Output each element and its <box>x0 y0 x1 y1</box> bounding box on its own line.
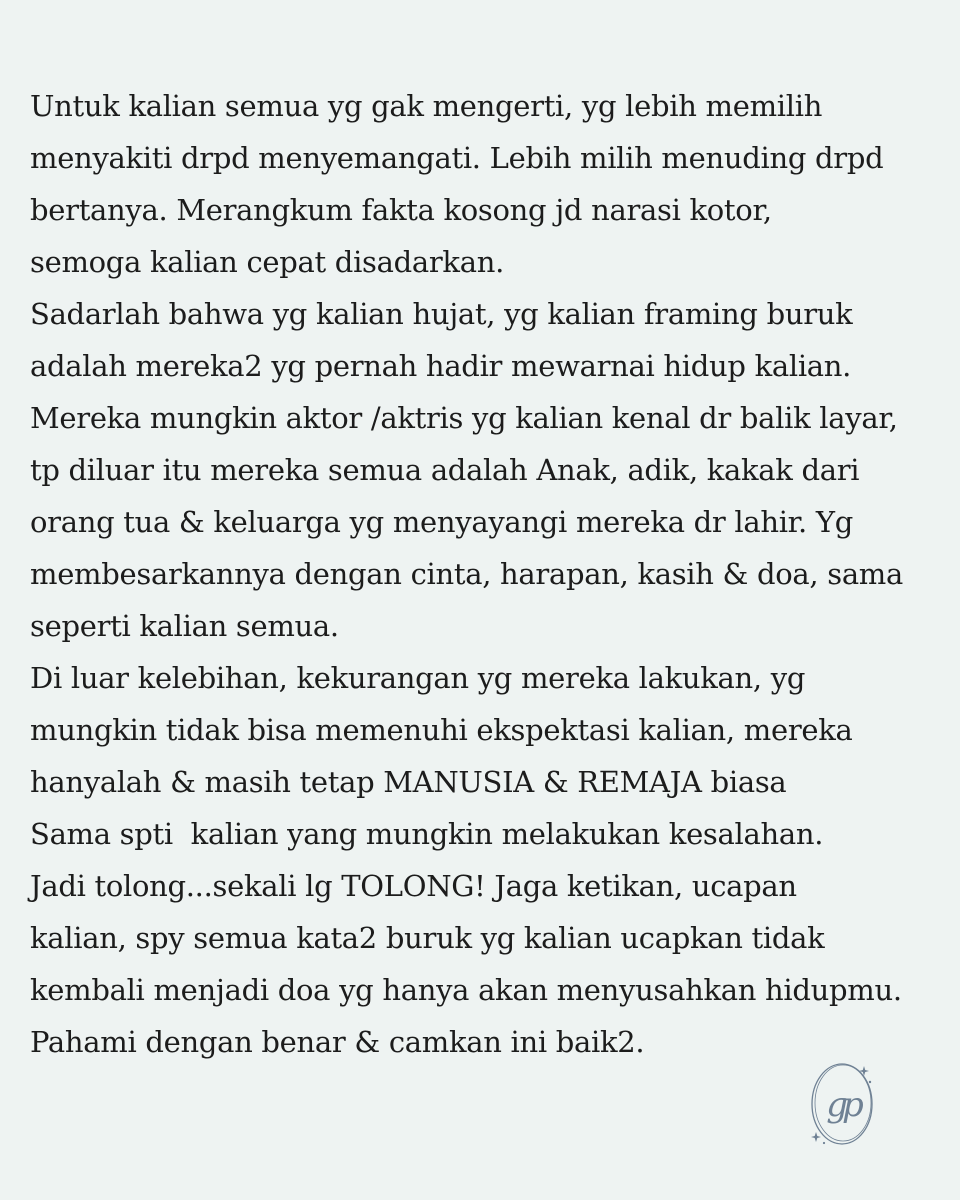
text-line-4: semoga kalian cepat disadarkan. <box>30 245 504 279</box>
text-line-2: menyakiti drpd menyemangati. Lebih milih menuding drpd <box>30 141 884 175</box>
gp-monogram-logo <box>804 1060 880 1148</box>
logo-monogram-text: gp <box>826 1085 858 1125</box>
text-line-5: Sadarlah bahwa yg kalian hujat, yg kalian framing buruk <box>30 297 853 331</box>
text-line-17: kalian, spy semua kata2 buruk yg kalian ucapkan tidak <box>30 921 825 955</box>
text-line-18: kembali menjadi doa yg hanya akan menyusahkan hidupmu. <box>30 973 902 1007</box>
text-line-13: mungkin tidak bisa memenuhi ekspektasi kalian, mereka <box>30 713 853 747</box>
text-line-15: Sama spti kalian yang mungkin melakukan kesalahan. <box>30 817 824 851</box>
text-line-19: Pahami dengan benar & camkan ini baik2. <box>30 1025 645 1059</box>
text-line-11: seperti kalian semua. <box>30 609 339 643</box>
text-line-14: hanyalah & masih tetap MANUSIA & REMAJA biasa <box>30 765 787 799</box>
post-text <box>30 80 940 1068</box>
text-line-10: membesarkannya dengan cinta, harapan, kasih & doa, sama <box>30 557 903 591</box>
text-line-9: orang tua & keluarga yg menyayangi mereka dr lahir. Yg <box>30 505 853 539</box>
text-line-8: tp diluar itu mereka semua adalah Anak, adik, kakak dari <box>30 453 860 487</box>
text-line-16: Jadi tolong...sekali lg TOLONG! Jaga ketikan, ucapan <box>30 869 797 903</box>
text-line-6: adalah mereka2 yg pernah hadir mewarnai hidup kalian. <box>30 349 852 383</box>
text-line-12: Di luar kelebihan, kekurangan yg mereka lakukan, yg <box>30 661 806 695</box>
text-line-1: Untuk kalian semua yg gak mengerti, yg lebih memilih <box>30 89 823 123</box>
text-line-3: bertanya. Merangkum fakta kosong jd narasi kotor, <box>30 193 772 227</box>
text-line-7: Mereka mungkin aktor /aktris yg kalian kenal dr balik layar, <box>30 401 898 435</box>
